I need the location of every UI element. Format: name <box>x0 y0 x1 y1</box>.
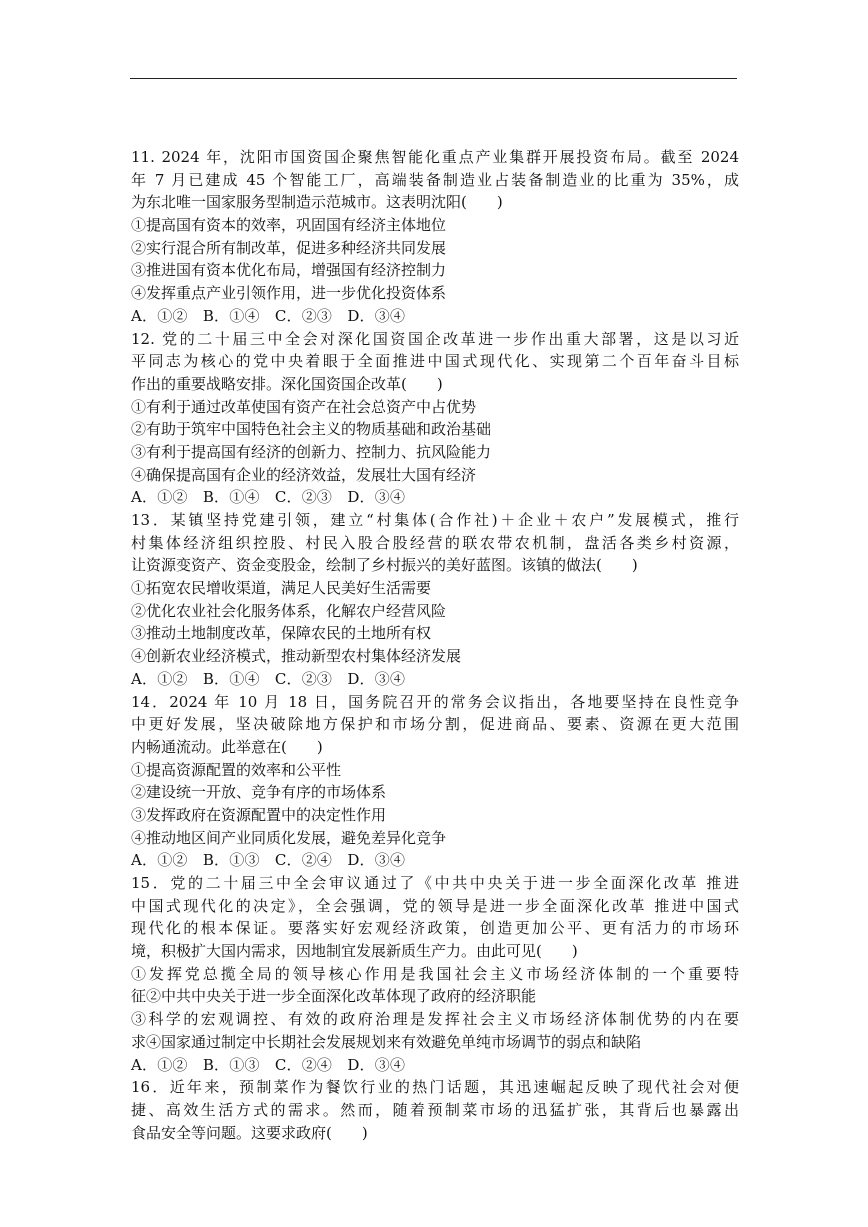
question-stem-line: 13．某镇坚持党建引领，建立“村集体(合作社)＋企业＋农户”发展模式，推行 <box>131 511 739 529</box>
question-stem-line: 为东北唯一国家服务型制造示范城市。这表明沈阳( ) <box>131 193 503 212</box>
statement-item: ①提高国有资本的效率，巩固国有经济主体地位 <box>131 216 447 235</box>
question-stem-line: 12. 党的二十届三中全会对深化国资国企改革进一步作出重大部署，这是以习近 <box>131 329 739 348</box>
statement-item: ④确保提高国有企业的经济效益，发展壮大国有经济 <box>131 465 477 484</box>
question-stem-line: 境，积极扩大国内需求，因地制宜发展新质生产力。由此可见( ) <box>131 942 578 961</box>
answer-options: A．①② B．①④ C．②③ D．③④ <box>131 306 406 325</box>
question-list <box>131 146 739 1144</box>
question-stem-line: 现代化的根本保证。要落实好宏观经济政策，创造更加公平、更有活力的市场环 <box>131 919 739 938</box>
question-stem-line: 11. 2024 年，沈阳市国资国企聚焦智能化重点产业集群开展投资布局。截至 2024 <box>131 148 739 166</box>
answer-options: A．①② B．①③ C．②④ D．③④ <box>131 1055 406 1074</box>
statement-item: ①发挥党总揽全局的领导核心作用是我国社会主义市场经济体制的一个重要特 <box>131 964 739 983</box>
statement-item: ①有利于通过改革使国有资产在社会总资产中占优势 <box>131 397 477 416</box>
answer-options: A．①② B．①④ C．②③ D．③④ <box>131 669 406 688</box>
statement-item: ①拓宽农民增收渠道，满足人民美好生活需要 <box>131 579 432 598</box>
statement-item: ③推进国有资本优化布局，增强国有经济控制力 <box>131 261 447 280</box>
statement-item: ②建设统一开放、竞争有序的市场体系 <box>131 783 387 802</box>
question-stem-line: 16．近年来，预制菜作为餐饮行业的热门话题，其迅速崛起反映了现代社会对便 <box>131 1078 739 1097</box>
question-stem-line: 内畅通流动。此举意在( ) <box>131 737 323 756</box>
statement-item: ④推动地区间产业同质化发展，避免差异化竞争 <box>131 828 447 847</box>
question-11 <box>131 146 739 328</box>
question-stem-line: 中更好发展，坚决破除地方保护和市场分割，促进商品、要素、资源在更大范围 <box>131 715 739 734</box>
header-rule <box>130 78 737 79</box>
question-stem-line: 让资源变资产、资金变股金，绘制了乡村振兴的美好蓝图。该镇的做法( ) <box>131 556 638 575</box>
answer-options: A．①② B．①③ C．②④ D．③④ <box>131 851 406 870</box>
question-stem-line: 捷、高效生活方式的需求。然而，随着预制菜市场的迅猛扩张，其背后也暴露出 <box>131 1100 739 1119</box>
statement-item: ③发挥政府在资源配置中的决定性作用 <box>131 805 387 824</box>
question-12 <box>131 328 739 510</box>
question-stem-line: 村集体经济组织控股、村民入股合股经营的联农带农机制，盘活各类乡村资源， <box>131 533 739 552</box>
question-15 <box>131 872 739 1076</box>
statement-item: ①提高资源配置的效率和公平性 <box>131 760 342 779</box>
statement-item: ④创新农业经济模式，推动新型农村集体经济发展 <box>131 647 462 666</box>
question-stem-line: 中国式现代化的决定》，全会强调，党的领导是进一步全面深化改革 推进中国式 <box>131 896 739 915</box>
answer-options: A．①② B．①④ C．②③ D．③④ <box>131 488 406 507</box>
question-stem-line: 作出的重要战略安排。深化国资国企改革( ) <box>131 374 443 393</box>
question-13 <box>131 509 739 691</box>
question-14 <box>131 691 739 873</box>
statement-item: ②实行混合所有制改革，促进多种经济共同发展 <box>131 238 447 257</box>
question-stem-line: 14．2024 年 10 月 18 日，国务院召开的常务会议指出，各地要坚持在良性竞争 <box>131 692 739 711</box>
question-stem-line: 15．党的二十届三中全会审议通过了《中共中央关于进一步全面深化改革 推进 <box>131 874 739 892</box>
question-stem-line: 年 7 月已建成 45 个智能工厂，高端装备制造业占装备制造业的比重为 35%，成 <box>131 170 739 189</box>
statement-item: ③科学的宏观调控、有效的政府治理是发挥社会主义市场经济体制优势的内在要 <box>131 1010 739 1029</box>
question-16 <box>131 1076 739 1144</box>
statement-item: 求④国家通过制定中长期社会发展规划来有效避免单纯市场调节的弱点和缺陷 <box>131 1032 642 1051</box>
question-stem-line: 平同志为核心的党中央着眼于全面推进中国式现代化、实现第二个百年奋斗目标 <box>131 352 739 371</box>
statement-item: 征②中共中央关于进一步全面深化改革体现了政府的经济职能 <box>131 987 537 1006</box>
statement-item: ④发挥重点产业引领作用，进一步优化投资体系 <box>131 284 447 303</box>
statement-item: ③有利于提高国有经济的创新力、控制力、抗风险能力 <box>131 442 492 461</box>
statement-item: ②优化农业社会化服务体系，化解农户经营风险 <box>131 601 447 620</box>
question-stem-line: 食品安全等问题。这要求政府( ) <box>131 1123 368 1142</box>
statement-item: ③推动土地制度改革，保障农民的土地所有权 <box>131 624 432 643</box>
statement-item: ②有助于筑牢中国特色社会主义的物质基础和政治基础 <box>131 420 492 439</box>
